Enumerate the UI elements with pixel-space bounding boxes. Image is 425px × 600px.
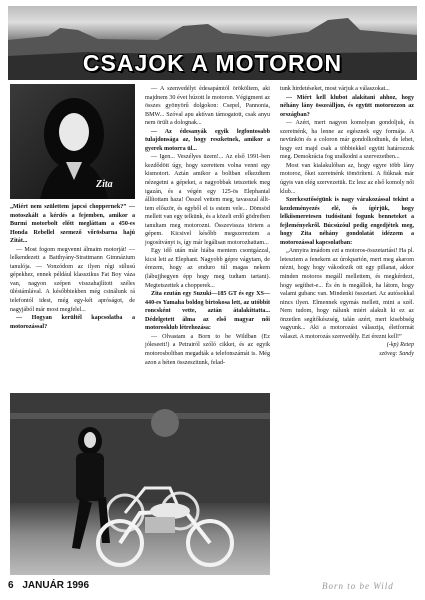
issue-date: JANUÁR 1996 <box>22 580 90 591</box>
paragraph: — Olvastam a Born to be Wildban (Ez jóleseett!) a Petrairól szóló cikket, és az egyik motorosboltban megadták a telefonszámát is. Még azon a héten összeszitunk, felad- <box>145 333 270 366</box>
paragraph: — Azért, mert nagyon komolyan gondoljuk, és szeretnénk, ha lenne az egésznek egy formája. A nevünkön és a coloron már gondolkodtunk, de lehet, hogy ezt majd csak a többiekkel együtt határozzuk meg. Demokrácia fog uralkodni a szervezetben... <box>280 120 414 161</box>
editorial-note: Szerkesztőségünk is nagy várakozással tekint a kezdeményezés elé, és ígérjük, hogy lelkiismeretesen tudósítani fogunk benneteket a fejleményekről. Búcsúzóul pedig engedjétek meg, hogy Zita néhány gondolatát idézzem a motorozással kapcsolatban: <box>280 197 414 246</box>
portrait-photo <box>10 84 135 199</box>
page-number: 6 <box>8 580 14 591</box>
photo-caption: Zita <box>96 179 113 190</box>
article-lead: „Miért nem születtem japcsi choppernek?” — motoszkált a kérdés a fejemben, amikor a Burmi motorbolt előtt megláttam a 450-es Honda Rebellel szemező vőrösbarna hajú Zitát... <box>10 204 135 245</box>
text-credit: szöveg: Sandy <box>379 350 414 357</box>
question: — Hogyan kerültél kapcsolatba a motorozással? <box>10 315 135 330</box>
paragraph: Egy idő után már hiába mentem csontgázzal, kicsi lett az Elephant. Nagyobb gépre vágytam, de érezem, hogy az enduro túl magas nekem (lábujjhegyen épp hogy meg tudtam tartani). Megtetszettek a chopperek... <box>145 248 270 289</box>
motorcycle-photo <box>10 393 270 575</box>
page-footer <box>8 580 89 591</box>
paragraph: — A szenvedélyt édesapámtól örököltem, aki majdnem 30 évet húzott le motoron. Végigment az összes gyönyörű dolgokon: Csepel, Pannonia, BMW... Szóval apu aktívan támogatott, csak anyu nem örült a dolognak... <box>145 86 270 127</box>
question: — Miért kell klubot alakítani ahhoz, hogy néhány lány összeálljon, és együtt motorozzon az országban? <box>280 94 414 118</box>
paragraph: Most van kialakulóban az, hogy egyre több lány motoroz, őket szeretnénk tömöríteni. A fiúknak már úgyis van elég szervezetük. Ez lesz az első komoly női klub... <box>280 162 414 195</box>
paragraph: tunk hirdetéseket, most várjuk a válaszokat... <box>280 86 390 92</box>
magazine-brand: Born to be Wild <box>322 581 394 591</box>
text-column-3 <box>280 85 414 359</box>
paragraph: — Most fogom megvenni álmaim motorját! — lelkendezett a Batthyány-Strattmann Gimnázium tanulója. — Vonzódom az ilyen régi stílusú gépekhez, ennek például klasszikus Fat Boy váza van, nagyon szépen visszahajlított széles üléstámlával. A későbbiekben még csinálunk rá telefontól idest, még egy-két apróságot, de nagyjából már most megfelel... <box>10 246 135 313</box>
article-title: CSAJOK A MOTORON <box>82 50 343 76</box>
header-banner <box>8 6 417 80</box>
quote-paragraph: „Annyira imádom ezt a motoros-összetartást! Ha pl. letesztem a fenekem az úrokpartón, mert meg akarom nézni, hogy hogy vákodozik ott egy pillanat, akkor minden motoros megáll mellettem, és megkérdezi, hogy segíthet-e... És én is megállok, ha látom, hogy valami gubanc van. Mindenki összetart. Az autósokkal nincs ilyen. Elmennek egymás mellett, mint a szél. Nem tudom, hogy nálunk miért alakult ki ez az önzetlen segítőkészség, talán azért, mert kisebbség vagyunk... Aki a motorozást választja, életformát választ. A motorozás szenvedély. Ezt érezni kell!” <box>280 248 414 340</box>
paragraph: — Igen... Veszélyes üzem!... Az első 1991-ben kezdődött úgy, hogy szerettem volna venni egy kismotort. Aztán amikor a boltban elkezdtem nézegetni a gépeket, a nagyobbak tetszettek meg igazán, és a végén egy 125-ös Elephantal állítottam haza! Összel vettem meg, tavasszal állttem először, és egyből el is estem vele... Dömsöd mellett van egy telkünk, és a közeli erdő gödreiben tanultam meg motorozni. Összevissza törtem a gépem. Kicsivel később megszereztem a jogosítványt is, így már legálisan motorozhattam... <box>145 154 270 246</box>
question: — Az édesanyák egyik legfontosabb tulajdonsága az, hogy reszketnek, amikor a gyerek motorra ül... <box>145 128 270 152</box>
question: Zita ezután egy Suzuki—185 GT és egy XS—440-es Yamaha boldog birtokosa lett, az utóbbit roncsként vette, aztán átalakíttatta... Dédelgetett álma az első magyar női motorosklub létrehozása: <box>145 291 270 332</box>
text-column-2 <box>145 85 270 367</box>
text-column-1 <box>10 203 135 331</box>
photo-credit: (-kp) Retep <box>386 342 414 349</box>
